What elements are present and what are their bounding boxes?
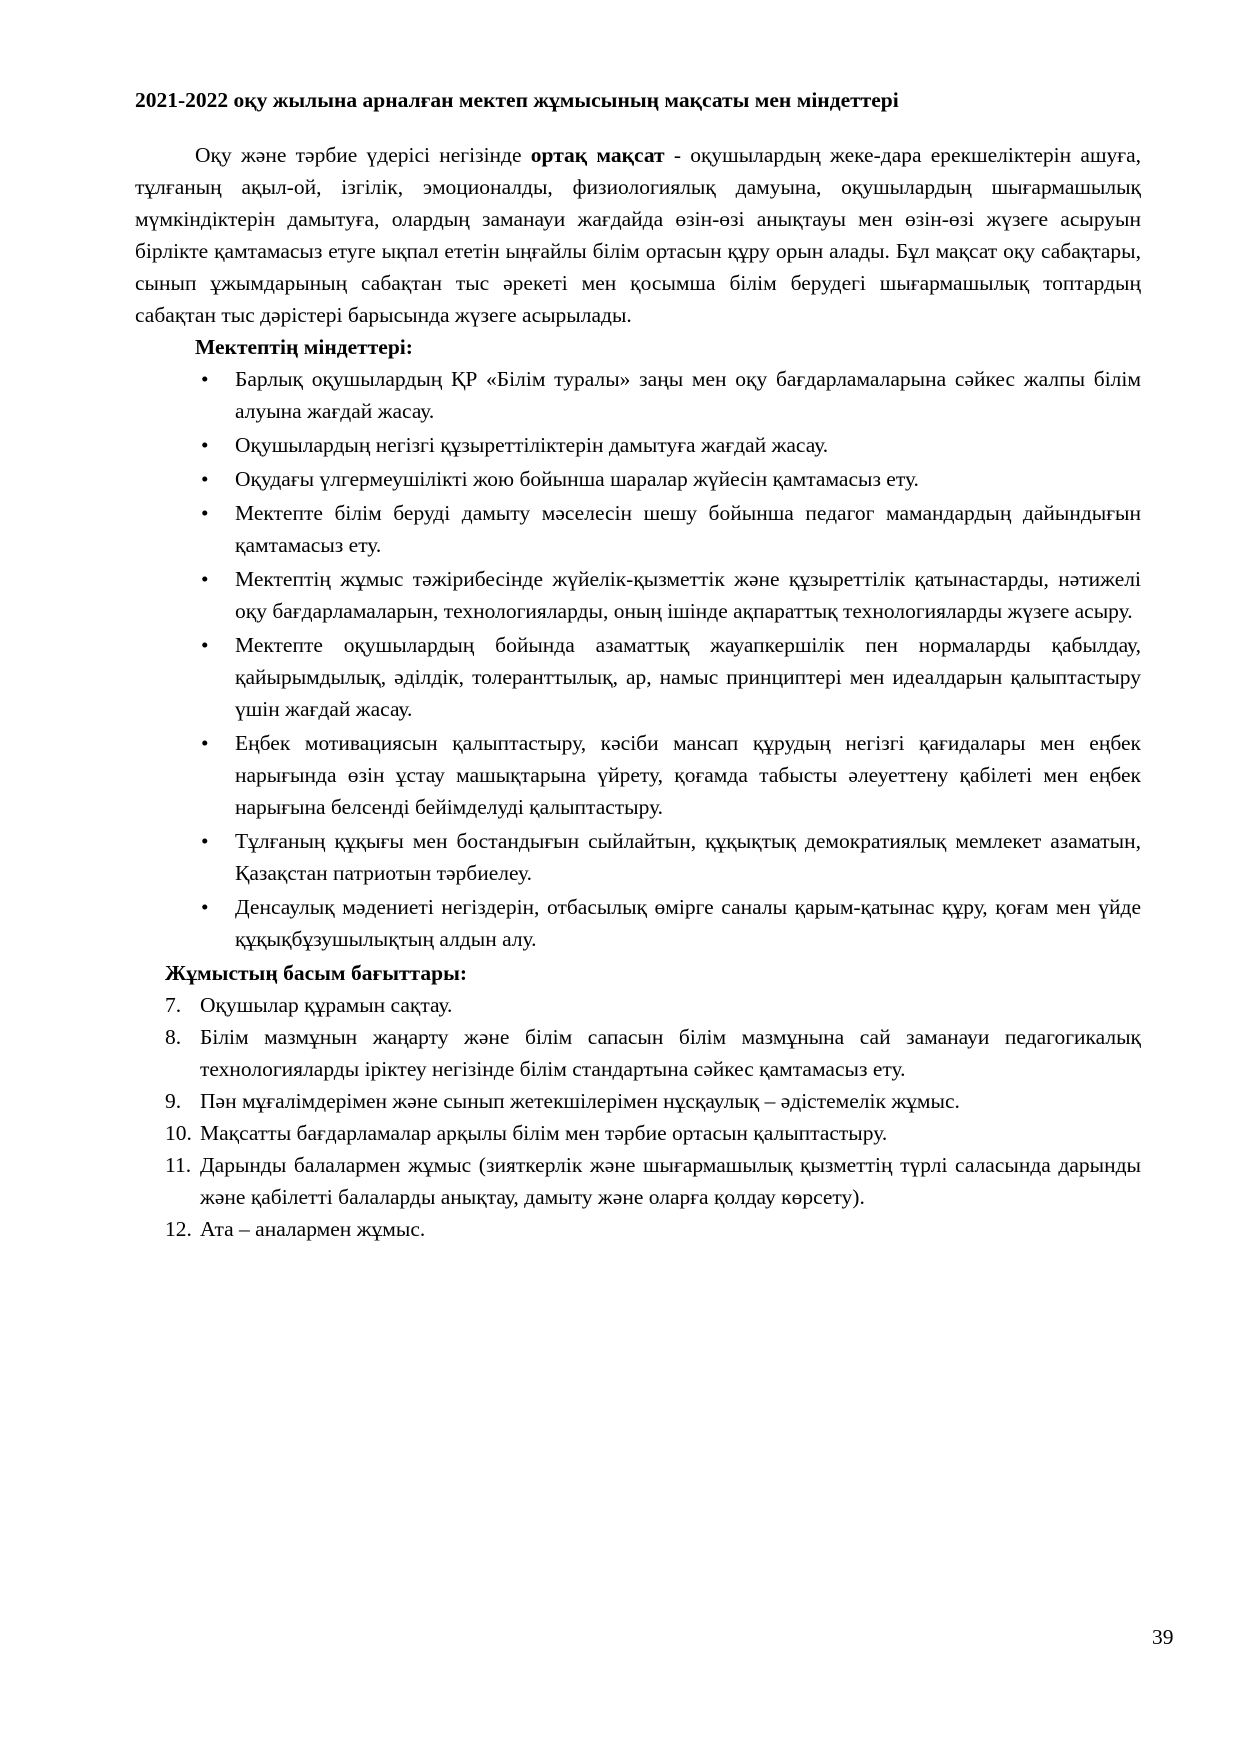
priority-item-text: Пән мұғалімдерімен және сынып жетекшілерімен нұсқаулық – әдістемелік жұмыс.: [200, 1089, 960, 1113]
priority-item: [135, 1021, 1141, 1085]
priorities-list: [135, 989, 1141, 1245]
priority-item-text: Дарынды балалармен жұмыс (зияткерлік және шығармашылық қызметтің түрлі саласында дарынды және қабілетті балаларды анықтау, дамыту және оларға қолдау көрсету).: [200, 1153, 1141, 1209]
priority-item: [135, 1213, 1141, 1245]
priority-item: [135, 989, 1141, 1021]
intro-paragraph: [135, 139, 1141, 331]
task-item: • Оқушылардың негізгі құзыреттіліктерін дамытуға жағдай жасау.: [135, 429, 1141, 461]
intro-text-start: Оқу және тәрбие үдерісі негізінде: [195, 143, 531, 167]
priority-item-number: 10.: [165, 1121, 192, 1145]
priority-item-text: Мақсатты бағдарламалар арқылы білім мен тәрбие ортасын қалыптастыру.: [200, 1121, 888, 1145]
task-item: • Мектептің жұмыс тәжірибесінде жүйелік-қызметтік және құзыреттілік қатынастарды, нәтижелі оқу бағдарламаларын, технологияларды, оның ішінде ақпараттық технологияларды жүзеге асыру.: [135, 563, 1141, 627]
priorities-heading: Жұмыстың басым бағыттары:: [165, 961, 468, 985]
priority-item-number: 11.: [165, 1153, 192, 1177]
task-item: • Оқудағы үлгермеушілікті жою бойынша шаралар жүйесін қамтамасыз ету.: [135, 463, 1141, 495]
priority-item-number: 12.: [165, 1217, 192, 1241]
priority-item-text: Оқушылар құрамын сақтау.: [200, 993, 453, 1017]
priority-item: [135, 1117, 1141, 1149]
page-title: 2021-2022 оқу жылына арналған мектеп жұмысының мақсаты мен міндеттері: [135, 88, 899, 112]
priority-item: [135, 1085, 1141, 1117]
task-item: • Тұлғаның құқығы мен бостандығын сыйлайтын, құқықтық демократиялық мемлекет азаматын, Қазақстан патриотын тәрбиелеу.: [135, 825, 1141, 889]
document-content: [135, 84, 1141, 1245]
intro-text-end: - оқушылардың жеке-дара ерекшеліктерін ашуға, тұлғаның ақыл-ой, ізгілік, эмоционалды, физиологиялық дамуына, оқушылардың шығармашылық мүмкіндіктерін дамытуға, олардың заманауи жағдайда өзін-өзі анықтауы мен өзін-өзі жүзеге асыруын бірлікте қамтамасыз етуге ықпал ететін ыңғайлы білім ортасын құру орын алады. Бұл мақсат оқу сабақтары, сынып ұжымдарының сабақтан тыс әрекеті мен қосымша білім берудегі шығармашылық топтардың сабақтан тыс дәрістері барысында жүзеге асырылады.: [135, 143, 1141, 327]
task-item: • Барлық оқушылардың ҚР «Білім туралы» заңы мен оқу бағдарламаларына сәйкес жалпы білім алуына жағдай жасау.: [135, 363, 1141, 427]
priority-item-number: 7.: [165, 993, 182, 1017]
task-item: • Еңбек мотивациясын қалыптастыру, кәсіби мансап құрудың негізгі қағидалары мен еңбек нарығында өзін ұстау машықтарына үйрету, қоғамда табысты әлеуеттену қабілеті мен еңбек нарығына белсенді бейімделуді қалыптастыру.: [135, 727, 1141, 823]
priority-item-text: Ата – аналармен жұмыс.: [200, 1217, 426, 1241]
page-number: 39: [1152, 1625, 1174, 1649]
task-item: • Мектепте білім беруді дамыту мәселесін шешу бойынша педагог мамандардың дайындығын қамтамасыз ету.: [135, 497, 1141, 561]
priority-item: [135, 1149, 1141, 1213]
tasks-list: [135, 363, 1141, 955]
priority-item-text: Білім мазмұнын жаңарту және білім сапасын білім мазмұнына сай заманауи педагогикалық технологияларды іріктеу негізінде білім стандартына сәйкес қамтамасыз ету.: [200, 1025, 1141, 1081]
tasks-heading: Мектептің міндеттері:: [195, 335, 413, 359]
intro-bold-phrase: ортақ мақсат: [530, 143, 665, 167]
task-item: • Мектепте оқушылардың бойында азаматтық жауапкершілік пен нормаларды қабылдау, қайырымдылық, әділдік, толеранттылық, ар, намыс принциптері мен идеалдарын қалыптастыру үшін жағдай жасау.: [135, 629, 1141, 725]
priority-item-number: 9.: [165, 1089, 182, 1113]
task-item: • Денсаулық мәдениеті негіздерін, отбасылық өмірге саналы қарым-қатынас құру, қоғам мен үйде құқықбұзушылықтың алдын алу.: [135, 891, 1141, 955]
priority-item-number: 8.: [165, 1025, 182, 1049]
